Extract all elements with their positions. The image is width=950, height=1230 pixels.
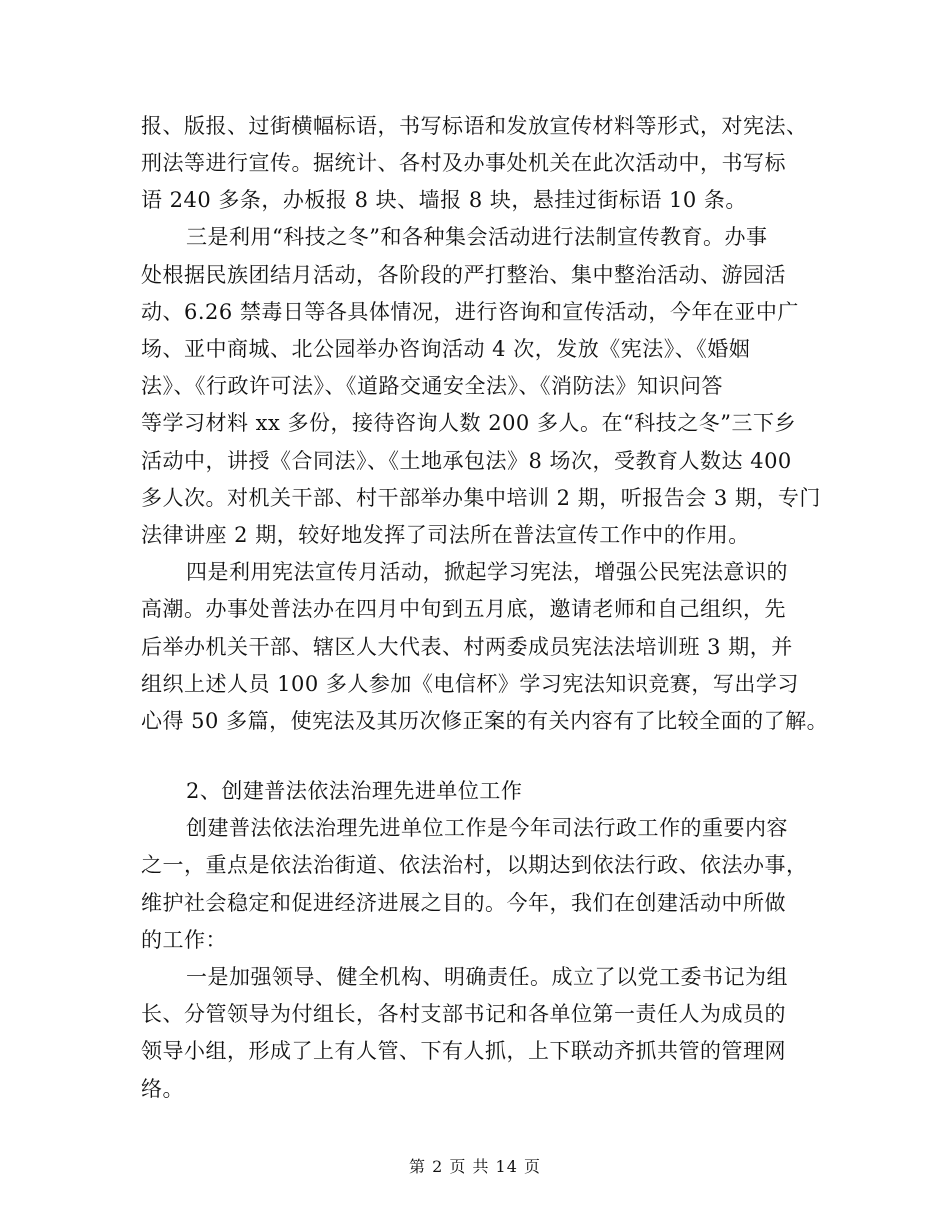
text-line: 语 240 多条，办板报 8 块、墙报 8 块，悬挂过街标语 10 条。 [141, 188, 747, 212]
paragraph-first-line: 创建普法依法治理先进单位工作是今年司法行政工作的重要内容 [186, 816, 788, 840]
paragraph-first-line: 一是加强领导、健全机构、明确责任。成立了以党工委书记为组 [186, 965, 788, 989]
text-line: 后举办机关干部、辖区人大代表、村两委成员宪法法培训班 3 期，并 [141, 635, 793, 659]
paragraph-first-line: 三是利用“科技之冬”和各种集会活动进行法制宣传教育。办事 [186, 225, 768, 249]
text-line: 场、亚中商城、北公园举办咨询活动 4 次，发放《宪法》、《婚姻 [141, 337, 751, 361]
text-line: 维护社会稳定和促进经济进展之目的。今年，我们在创建活动中所做 [141, 891, 786, 915]
text-line: 之一，重点是依法治街道、依法治村，以期达到依法行政、依法办事， [141, 853, 808, 877]
page-number-footer: 第 2 页 共 14 页 [409, 1157, 541, 1176]
text-line: 络。 [141, 1077, 184, 1101]
text-line: 法律讲座 2 期，较好地发挥了司法所在普法宣传工作中的作用。 [141, 523, 750, 547]
text-line: 活动中，讲授《合同法》、《土地承包法》8 场次，受教育人数达 400 [141, 449, 792, 473]
text-line: 刑法等进行宣传。据统计、各村及办事处机关在此次活动中，书写标 [141, 151, 786, 175]
text-line: 领导小组，形成了上有人管、下有人抓，上下联动齐抓共管的管理网 [141, 1039, 786, 1063]
text-line: 高潮。办事处普法办在四月中旬到五月底，邀请老师和自己组织，先 [141, 597, 786, 621]
text-line: 处根据民族团结月活动，各阶段的严打整治、集中整治活动、游园活 [141, 263, 786, 287]
text-line: 报、版报、过街横幅标语，书写标语和发放宣传材料等形式，对宪法、 [141, 114, 808, 138]
text-line: 等学习材料 xx 多份，接待咨询人数 200 多人。在“科技之冬”三下乡 [141, 411, 796, 435]
text-line: 法》、《行政许可法》、《道路交通安全法》、《消防法》知识问答 [141, 374, 723, 398]
text-line: 心得 50 多篇，使宪法及其历次修正案的有关内容有了比较全面的了解。 [141, 709, 829, 733]
text-line: 多人次。对机关干部、村干部举办集中培训 2 期，听报告会 3 期，专门 [141, 486, 821, 510]
section-heading: 2、创建普法依法治理先进单位工作 [186, 779, 523, 803]
paragraph-first-line: 四是利用宪法宣传月活动，掀起学习宪法，增强公民宪法意识的 [186, 560, 788, 584]
text-line: 长、分管领导为付组长，各村支部书记和各单位第一责任人为成员的 [141, 1002, 786, 1026]
text-line: 动、6.26 禁毒日等各具体情况，进行咨询和宣传活动，今年在亚中广 [141, 300, 799, 324]
text-line: 的工作： [141, 928, 227, 952]
text-line: 组织上述人员 100 多人参加《电信杯》学习宪法知识竞赛，写出学习 [141, 672, 799, 696]
